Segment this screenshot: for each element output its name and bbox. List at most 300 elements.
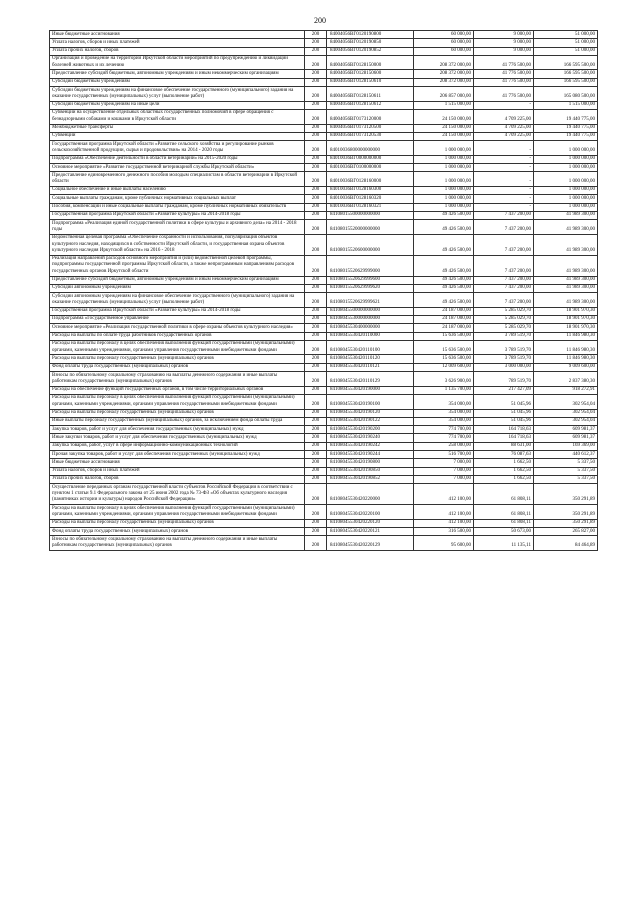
row-kvr-cell: 200 [305, 451, 327, 459]
table-row [50, 284, 598, 292]
row-name-cell: Социальные выплаты гражданам, кроме публичных нормативных социальных выплат [50, 195, 305, 203]
row-plan-cell: 1 000 000,00 [414, 155, 474, 163]
row-rest-cell: 609 981,37 [534, 434, 598, 442]
row-code-cell: 84004056ВГ0128150612 [327, 101, 414, 109]
row-fact-cell: 41 776 500,00 [474, 70, 534, 78]
row-fact-cell: - [474, 172, 534, 187]
table-row [50, 536, 598, 551]
row-kvr-cell: 200 [305, 124, 327, 132]
row-fact-cell: 51 045,96 [474, 409, 534, 417]
row-kvr-cell: 200 [305, 132, 327, 140]
row-code-cell: 84108015520629999600 [327, 276, 414, 284]
row-rest-cell: 1 000 000,00 [534, 195, 598, 203]
row-name-cell: Государственная программа Иркутской области «Развитие сельского хозяйства и регулирование рынков сельскохозяйственной продукции, сырья и продовольствия» на 2014 - 2020 годы [50, 141, 305, 156]
row-plan-cell: 208 372 000,00 [414, 55, 474, 70]
row-kvr-cell: 200 [305, 70, 327, 78]
row-code-cell: 84108045530420220129 [327, 536, 414, 551]
row-kvr-cell: 200 [305, 505, 327, 520]
row-plan-cell: 774 700,00 [414, 426, 474, 434]
table-row [50, 459, 598, 467]
row-code-cell: 84108015520000000000 [327, 220, 414, 235]
row-rest-cell: 302 954,04 [534, 417, 598, 425]
row-kvr-cell: 200 [305, 284, 327, 292]
row-kvr-cell: 200 [305, 355, 327, 363]
row-rest-cell: 1 000 000,00 [534, 164, 598, 172]
row-fact-cell: 5 285 029,70 [474, 307, 534, 315]
row-name-cell: Иные закупки товаров, работ и услуг для обеспечения государственных (муниципальных) нужд [50, 434, 305, 442]
row-rest-cell: 350 291,89 [534, 505, 598, 520]
row-code-cell: 84004056ВГ0128150611 [327, 87, 414, 102]
row-rest-cell: 265 827,00 [534, 528, 598, 536]
row-plan-cell: 12 009 600,00 [414, 363, 474, 371]
row-kvr-cell: 200 [305, 186, 327, 194]
row-plan-cell: 354 000,00 [414, 409, 474, 417]
row-plan-cell: 7 000,00 [414, 475, 474, 483]
row-code-cell: 84108015520600000000 [327, 234, 414, 255]
row-plan-cell: 208 372 000,00 [414, 78, 474, 86]
row-plan-cell: 49 426 500,00 [414, 255, 474, 276]
row-code-cell: 84108045530420220121 [327, 528, 414, 536]
row-rest-cell: 165 080 500,00 [534, 87, 598, 102]
row-code-cell: 84004056ВГ0120190800 [327, 31, 414, 39]
table-row [50, 141, 598, 156]
row-name-cell: Расходы на выплаты персоналу в целях обеспечения выполнения функций государственными (муниципальными) органами, казенными учреждениями, органами управления государственными внебюджетными фондами [50, 394, 305, 409]
table-row [50, 451, 598, 459]
row-code-cell: 84108045530420190244 [327, 451, 414, 459]
row-name-cell: Расходы на выплаты персоналу в целях обеспечения выполнения функций государственными (муниципальными) органами, казенными учреждениями, органами управления государственными внебюджетными фондами [50, 340, 305, 355]
row-plan-cell: 49 426 500,00 [414, 284, 474, 292]
row-code-cell: 84108045530420190800 [327, 459, 414, 467]
row-fact-cell: 5 285 029,70 [474, 315, 534, 323]
row-fact-cell: 3 000 000,00 [474, 363, 534, 371]
row-code-cell: 84108045530420110100 [327, 340, 414, 355]
row-code-cell: 84004056ВГ0128150600 [327, 70, 414, 78]
row-kvr-cell: 200 [305, 141, 327, 156]
table-row [50, 293, 598, 308]
row-fact-cell: - [474, 141, 534, 156]
row-name-cell: Пособия, компенсации и иные социальные выплаты гражданам, кроме публичных нормативных обязательств [50, 203, 305, 211]
row-rest-cell: 41 989 300,00 [534, 276, 598, 284]
row-rest-cell: 1 000 000,00 [534, 186, 598, 194]
row-code-cell: 84108045530420220100 [327, 505, 414, 520]
table-row [50, 47, 598, 55]
row-name-cell: Реализация направлений расходов основного мероприятия и (или) ведомственной целевой программы, подпрограммы государственной программы Иркутской области, а также непрограммным направлениям расходов государственных органов Иркутской области [50, 255, 305, 276]
row-name-cell: Социальное обеспечение и иные выплаты населению [50, 186, 305, 194]
row-plan-cell: 412 100,00 [414, 519, 474, 527]
row-name-cell: Закупка товаров, работ, услуг в сфере информационно-коммуникационных технологий [50, 442, 305, 450]
row-kvr-cell: 200 [305, 315, 327, 323]
table-row [50, 355, 598, 363]
row-name-cell: Подпрограмма «Реализация единой государственной политики в сфере культуры и архивного дела» на 2014 - 2018 годы [50, 220, 305, 235]
row-rest-cell: 1 000 000,00 [534, 203, 598, 211]
row-fact-cell: 61 808,11 [474, 505, 534, 520]
row-kvr-cell: 200 [305, 47, 327, 55]
row-fact-cell: 88 631,00 [474, 442, 534, 450]
row-rest-cell: 11 846 980,30 [534, 355, 598, 363]
row-rest-cell: 11 846 980,30 [534, 340, 598, 355]
row-plan-cell: 15 636 500,00 [414, 355, 474, 363]
row-kvr-cell: 200 [305, 203, 327, 211]
row-name-cell: Государственная программа Иркутской области «Развитие культуры» на 2014-2018 годы [50, 211, 305, 219]
table-body [50, 31, 598, 551]
row-rest-cell: 169 369,00 [534, 442, 598, 450]
row-name-cell: Субсидии бюджетным учреждениям [50, 78, 305, 86]
row-fact-cell: 3 789 519,70 [474, 332, 534, 340]
row-fact-cell: 7 437 200,00 [474, 284, 534, 292]
row-code-cell: 84108045530420190120 [327, 409, 414, 417]
row-plan-cell: 7 000,00 [414, 467, 474, 475]
row-plan-cell: 49 426 500,00 [414, 234, 474, 255]
row-rest-cell: 41 989 300,00 [534, 234, 598, 255]
row-plan-cell: 258 000,00 [414, 442, 474, 450]
row-kvr-cell: 200 [305, 220, 327, 235]
row-plan-cell: 774 700,00 [414, 434, 474, 442]
row-code-cell: 84004056ВГ0173120500 [327, 124, 414, 132]
row-rest-cell: 41 989 300,00 [534, 255, 598, 276]
row-name-cell: Субсидии бюджетным учреждениям на иные цели [50, 101, 305, 109]
row-rest-cell: 609 981,37 [534, 426, 598, 434]
table-row [50, 87, 598, 102]
row-fact-cell: 41 776 500,00 [474, 55, 534, 70]
row-plan-cell: 316 500,00 [414, 528, 474, 536]
row-rest-cell: 2 837 380,30 [534, 372, 598, 387]
row-kvr-cell: 200 [305, 434, 327, 442]
row-kvr-cell: 200 [305, 442, 327, 450]
row-code-cell: 84108045530420110121 [327, 363, 414, 371]
row-kvr-cell: 200 [305, 155, 327, 163]
row-rest-cell: 166 595 500,00 [534, 70, 598, 78]
row-rest-cell: 5 337,50 [534, 475, 598, 483]
row-name-cell: Прочая закупка товаров, работ и услуг для обеспечения государственных (муниципальных) нужд [50, 451, 305, 459]
row-plan-cell: 412 100,00 [414, 505, 474, 520]
table-row [50, 528, 598, 536]
row-rest-cell: 84 464,89 [534, 536, 598, 551]
row-fact-cell: 7 437 200,00 [474, 211, 534, 219]
row-fact-cell: 3 789 519,70 [474, 355, 534, 363]
row-kvr-cell: 200 [305, 276, 327, 284]
table-row [50, 39, 598, 47]
row-kvr-cell: 200 [305, 475, 327, 483]
row-name-cell: Осуществление переданных органам государственной власти субъектов Российской Федерации в соответствии с пунктом 1 статьи 9.1 Федерального закона от 25 июня 2002 года № 73-ФЗ «Об объектах культурного наследия (памятниках истории и культуры) народов Российской Федерации» [50, 484, 305, 505]
row-fact-cell: 7 437 200,00 [474, 293, 534, 308]
row-rest-cell: 41 989 300,00 [534, 284, 598, 292]
row-fact-cell: - [474, 186, 534, 194]
row-code-cell: 84108045530000000000 [327, 315, 414, 323]
row-fact-cell: 164 718,63 [474, 434, 534, 442]
table-row [50, 31, 598, 39]
row-plan-cell: 1 135 700,00 [414, 386, 474, 394]
row-plan-cell: 516 700,00 [414, 451, 474, 459]
row-name-cell: Иные бюджетные ассигнования [50, 459, 305, 467]
row-rest-cell: 11 846 980,30 [534, 332, 598, 340]
row-kvr-cell: 200 [305, 307, 327, 315]
row-fact-cell: 789 519,70 [474, 372, 534, 387]
row-plan-cell: 49 426 500,00 [414, 276, 474, 284]
row-kvr-cell: 200 [305, 519, 327, 527]
row-kvr-cell: 200 [305, 394, 327, 409]
table-row [50, 220, 598, 235]
row-kvr-cell: 200 [305, 324, 327, 332]
row-fact-cell: - [474, 101, 534, 109]
budget-execution-table [49, 30, 598, 551]
row-kvr-cell: 200 [305, 78, 327, 86]
row-fact-cell: 76 087,63 [474, 451, 534, 459]
row-rest-cell: 5 337,50 [534, 459, 598, 467]
row-name-cell: Фонд оплаты труда государственных (муниципальных) органов [50, 528, 305, 536]
table-row [50, 234, 598, 255]
row-plan-cell: 7 000,00 [414, 459, 474, 467]
row-fact-cell: 4 709 225,00 [474, 132, 534, 140]
row-code-cell: 84004056ВГ0128150610 [327, 78, 414, 86]
row-rest-cell: 1 000 000,00 [534, 172, 598, 187]
table-row [50, 417, 598, 425]
table-row [50, 519, 598, 527]
table-row [50, 315, 598, 323]
row-rest-cell: 350 291,89 [534, 519, 598, 527]
row-name-cell: Субсидии автономным учреждениям [50, 284, 305, 292]
row-kvr-cell: 200 [305, 536, 327, 551]
row-kvr-cell: 200 [305, 426, 327, 434]
row-kvr-cell: 200 [305, 211, 327, 219]
row-code-cell: 84004056ВГ0173120000 [327, 109, 414, 124]
row-name-cell: Фонд оплаты труда государственных (муниципальных) органов [50, 363, 305, 371]
table-row [50, 394, 598, 409]
row-rest-cell: 51 000,00 [534, 31, 598, 39]
row-fact-cell: 41 776 500,00 [474, 87, 534, 102]
row-name-cell: Иные выплаты персоналу государственных (муниципальных) органов, за исключением фонда оплаты труда [50, 417, 305, 425]
table-row [50, 332, 598, 340]
row-plan-cell: 60 000,00 [414, 31, 474, 39]
row-plan-cell: 1 000 000,00 [414, 141, 474, 156]
row-code-cell: 84108045530420190852 [327, 475, 414, 483]
row-fact-cell: 4 709 225,00 [474, 109, 534, 124]
row-plan-cell: 1 000 000,00 [414, 203, 474, 211]
row-plan-cell: 24 150 000,00 [414, 124, 474, 132]
row-code-cell: 84108045530420110129 [327, 372, 414, 387]
row-code-cell: 84108045530420220120 [327, 519, 414, 527]
row-plan-cell: 24 150 000,00 [414, 109, 474, 124]
table-row [50, 442, 598, 450]
row-rest-cell: 18 901 970,30 [534, 315, 598, 323]
row-plan-cell: 60 000,00 [414, 47, 474, 55]
row-name-cell: Уплата прочих налогов, сборов [50, 475, 305, 483]
row-code-cell: 84004056ВГ0120190852 [327, 47, 414, 55]
row-code-cell: 84108015500000000000 [327, 211, 414, 219]
row-kvr-cell: 200 [305, 386, 327, 394]
row-kvr-cell: 200 [305, 293, 327, 308]
table-row [50, 255, 598, 276]
row-plan-cell: 24 187 000,00 [414, 324, 474, 332]
row-kvr-cell: 200 [305, 101, 327, 109]
row-name-cell: Взносы по обязательному социальному страхованию на выплаты денежного содержания и иные выплаты работникам государственных (муниципальных) органов [50, 536, 305, 551]
row-plan-cell: 1 000 000,00 [414, 195, 474, 203]
row-name-cell: Расходы на выплаты персоналу государственных (муниципальных) органов [50, 519, 305, 527]
row-code-cell: 84004056ВГ0120190850 [327, 39, 414, 47]
row-fact-cell: 61 808,11 [474, 519, 534, 527]
row-name-cell: Межбюджетные трансферты [50, 124, 305, 132]
row-fact-cell: 61 808,11 [474, 484, 534, 505]
row-plan-cell: 49 426 500,00 [414, 220, 474, 235]
row-kvr-cell: 200 [305, 409, 327, 417]
row-code-cell: 84108045530420220000 [327, 484, 414, 505]
row-name-cell: Предоставление субсидий бюджетным, автономным учреждениям и иным некоммерческим организациям [50, 70, 305, 78]
row-kvr-cell: 200 [305, 234, 327, 255]
row-kvr-cell: 200 [305, 372, 327, 387]
table-row [50, 101, 598, 109]
row-fact-cell: 11 135,11 [474, 536, 534, 551]
row-code-cell: 84108045530420190200 [327, 426, 414, 434]
row-rest-cell: 440 612,37 [534, 451, 598, 459]
table-row [50, 505, 598, 520]
row-name-cell: Субсидии бюджетным учреждениям на финансовое обеспечение государственного (муниципального) задания на оказание государственных (муниципальных) услуг (выполнение работ) [50, 87, 305, 102]
row-kvr-cell: 200 [305, 459, 327, 467]
row-rest-cell: 18 901 970,30 [534, 307, 598, 315]
table-row [50, 124, 598, 132]
row-kvr-cell: 200 [305, 528, 327, 536]
row-fact-cell: - [474, 195, 534, 203]
row-rest-cell: 9 009 600,00 [534, 363, 598, 371]
row-fact-cell: 4 709 225,00 [474, 124, 534, 132]
row-plan-cell: 60 000,00 [414, 39, 474, 47]
row-fact-cell: 5 285 029,70 [474, 324, 534, 332]
row-kvr-cell: 200 [305, 417, 327, 425]
row-name-cell: Расходы на выплаты по оплате труда работников государственных органов [50, 332, 305, 340]
page-number: 200 [314, 16, 326, 25]
table-row [50, 55, 598, 70]
row-plan-cell: 3 626 900,00 [414, 372, 474, 387]
row-rest-cell: 19 440 775,00 [534, 109, 598, 124]
row-kvr-cell: 200 [305, 467, 327, 475]
row-fact-cell: - [474, 164, 534, 172]
row-name-cell: Субвенции на осуществление отдельных областных государственных полномочий в сфере обращения с безнадзорными собаками и кошками в Иркутской области [50, 109, 305, 124]
table-row [50, 372, 598, 387]
table-row [50, 164, 598, 172]
row-code-cell: 84108045530420190122 [327, 417, 414, 425]
row-code-cell: 84108015520629999621 [327, 293, 414, 308]
row-kvr-cell: 200 [305, 332, 327, 340]
row-name-cell: Подпрограмма «Обеспечение деятельности в области ветеринарии» на 2015-2020 годы [50, 155, 305, 163]
row-plan-cell: 206 857 000,00 [414, 87, 474, 102]
row-rest-cell: 1 515 000,00 [534, 101, 598, 109]
table-row [50, 409, 598, 417]
row-plan-cell: 1 000 000,00 [414, 164, 474, 172]
row-kvr-cell: 200 [305, 31, 327, 39]
row-code-cell: 84010036800000000000 [327, 141, 414, 156]
row-plan-cell: 95 600,00 [414, 536, 474, 551]
table-row [50, 484, 598, 505]
row-rest-cell: 1 000 000,00 [534, 141, 598, 156]
row-fact-cell: 7 437 200,00 [474, 276, 534, 284]
row-fact-cell: 7 437 200,00 [474, 220, 534, 235]
row-plan-cell: 208 372 000,00 [414, 70, 474, 78]
row-rest-cell: 19 440 775,00 [534, 124, 598, 132]
row-code-cell: 84108045530420110000 [327, 332, 414, 340]
row-plan-cell: 1 000 000,00 [414, 172, 474, 187]
row-name-cell: Уплата налогов, сборов и иных платежей [50, 39, 305, 47]
row-rest-cell: 19 440 775,00 [534, 132, 598, 140]
row-fact-cell: 41 776 500,00 [474, 78, 534, 86]
row-name-cell: Уплата налогов, сборов и иных платежей [50, 467, 305, 475]
row-plan-cell: 24 150 000,00 [414, 132, 474, 140]
table-row [50, 363, 598, 371]
row-code-cell: 84010036ВГ0128160000 [327, 172, 414, 187]
table-row [50, 324, 598, 332]
row-kvr-cell: 200 [305, 172, 327, 187]
row-name-cell: Взносы по обязательному социальному страхованию на выплаты денежного содержания и иные выплаты работникам государственных (муниципальных) органов [50, 372, 305, 387]
row-fact-cell: 1 662,50 [474, 467, 534, 475]
row-plan-cell: 1 515 000,00 [414, 101, 474, 109]
row-kvr-cell: 200 [305, 87, 327, 102]
row-kvr-cell: 200 [305, 109, 327, 124]
row-plan-cell: 15 636 500,00 [414, 340, 474, 355]
row-rest-cell: 166 595 500,00 [534, 55, 598, 70]
row-fact-cell: 9 000,00 [474, 39, 534, 47]
row-code-cell: 84010036ВГ0128160300 [327, 186, 414, 194]
row-rest-cell: 18 901 970,30 [534, 324, 598, 332]
row-code-cell: 84108045500000000000 [327, 307, 414, 315]
row-code-cell: 84004056ВГ0173120530 [327, 132, 414, 140]
table-row [50, 172, 598, 187]
row-rest-cell: 51 000,00 [534, 47, 598, 55]
table-row [50, 276, 598, 284]
row-code-cell: 84108045530400000000 [327, 324, 414, 332]
table-row [50, 70, 598, 78]
row-plan-cell: 1 000 000,00 [414, 186, 474, 194]
row-fact-cell: 51 045,96 [474, 394, 534, 409]
row-fact-cell: 51 045,96 [474, 417, 534, 425]
row-name-cell: Подпрограмма «Государственное управление [50, 315, 305, 323]
row-rest-cell: 302 954,04 [534, 409, 598, 417]
row-name-cell: Субсидии автономным учреждениям на финансовое обеспечение государственного (муниципального) задания на оказание государственных (муниципальных) услуг (выполнение работ) [50, 293, 305, 308]
row-name-cell: Расходы на выплаты персоналу в целях обеспечения выполнения функций государственными (муниципальными) органами, казенными учреждениями, органами управления государственными внебюджетными фондами [50, 505, 305, 520]
table-row [50, 307, 598, 315]
row-plan-cell: 412 100,00 [414, 484, 474, 505]
row-code-cell: 84108045530420190100 [327, 394, 414, 409]
row-rest-cell: 41 989 300,00 [534, 211, 598, 219]
table-row [50, 132, 598, 140]
row-name-cell: Предоставление субсидий бюджетным, автономным учреждениям и иным некоммерческим организациям [50, 276, 305, 284]
row-plan-cell: 49 426 500,00 [414, 211, 474, 219]
table-row [50, 195, 598, 203]
row-name-cell: Государственная программа Иркутской области «Развитие культуры» на 2014-2018 годы [50, 307, 305, 315]
row-fact-cell: 7 437 200,00 [474, 234, 534, 255]
row-name-cell: Расходы на выплаты персоналу государственных (муниципальных) органов [50, 355, 305, 363]
row-plan-cell: 354 000,00 [414, 417, 474, 425]
row-fact-cell: 9 000,00 [474, 47, 534, 55]
row-name-cell: Закупка товаров, работ и услуг для обеспечения государственных (муниципальных) нужд [50, 426, 305, 434]
row-rest-cell: 918 272,91 [534, 386, 598, 394]
row-kvr-cell: 200 [305, 340, 327, 355]
row-kvr-cell: 200 [305, 484, 327, 505]
row-fact-cell: - [474, 155, 534, 163]
row-kvr-cell: 200 [305, 39, 327, 47]
row-name-cell: Расходы на выплаты персоналу государственных (муниципальных) органов [50, 409, 305, 417]
row-name-cell: Предоставление единовременного денежного пособия молодым специалистам в области ветеринарии в Иркутской области [50, 172, 305, 187]
row-code-cell: 84108015520629999000 [327, 255, 414, 276]
row-rest-cell: 302 954,04 [534, 394, 598, 409]
row-name-cell: Основное мероприятие «Развитие государственной ветеринарной службы Иркутской области» [50, 164, 305, 172]
row-rest-cell: 1 000 000,00 [534, 155, 598, 163]
row-plan-cell: 15 636 500,00 [414, 332, 474, 340]
table-row [50, 203, 598, 211]
row-code-cell: 84004056ВГ0128150000 [327, 55, 414, 70]
row-fact-cell: 50 673,00 [474, 528, 534, 536]
row-code-cell: 84108015520629999620 [327, 284, 414, 292]
row-kvr-cell: 200 [305, 55, 327, 70]
row-kvr-cell: 200 [305, 195, 327, 203]
table-row [50, 211, 598, 219]
row-rest-cell: 5 337,50 [534, 467, 598, 475]
